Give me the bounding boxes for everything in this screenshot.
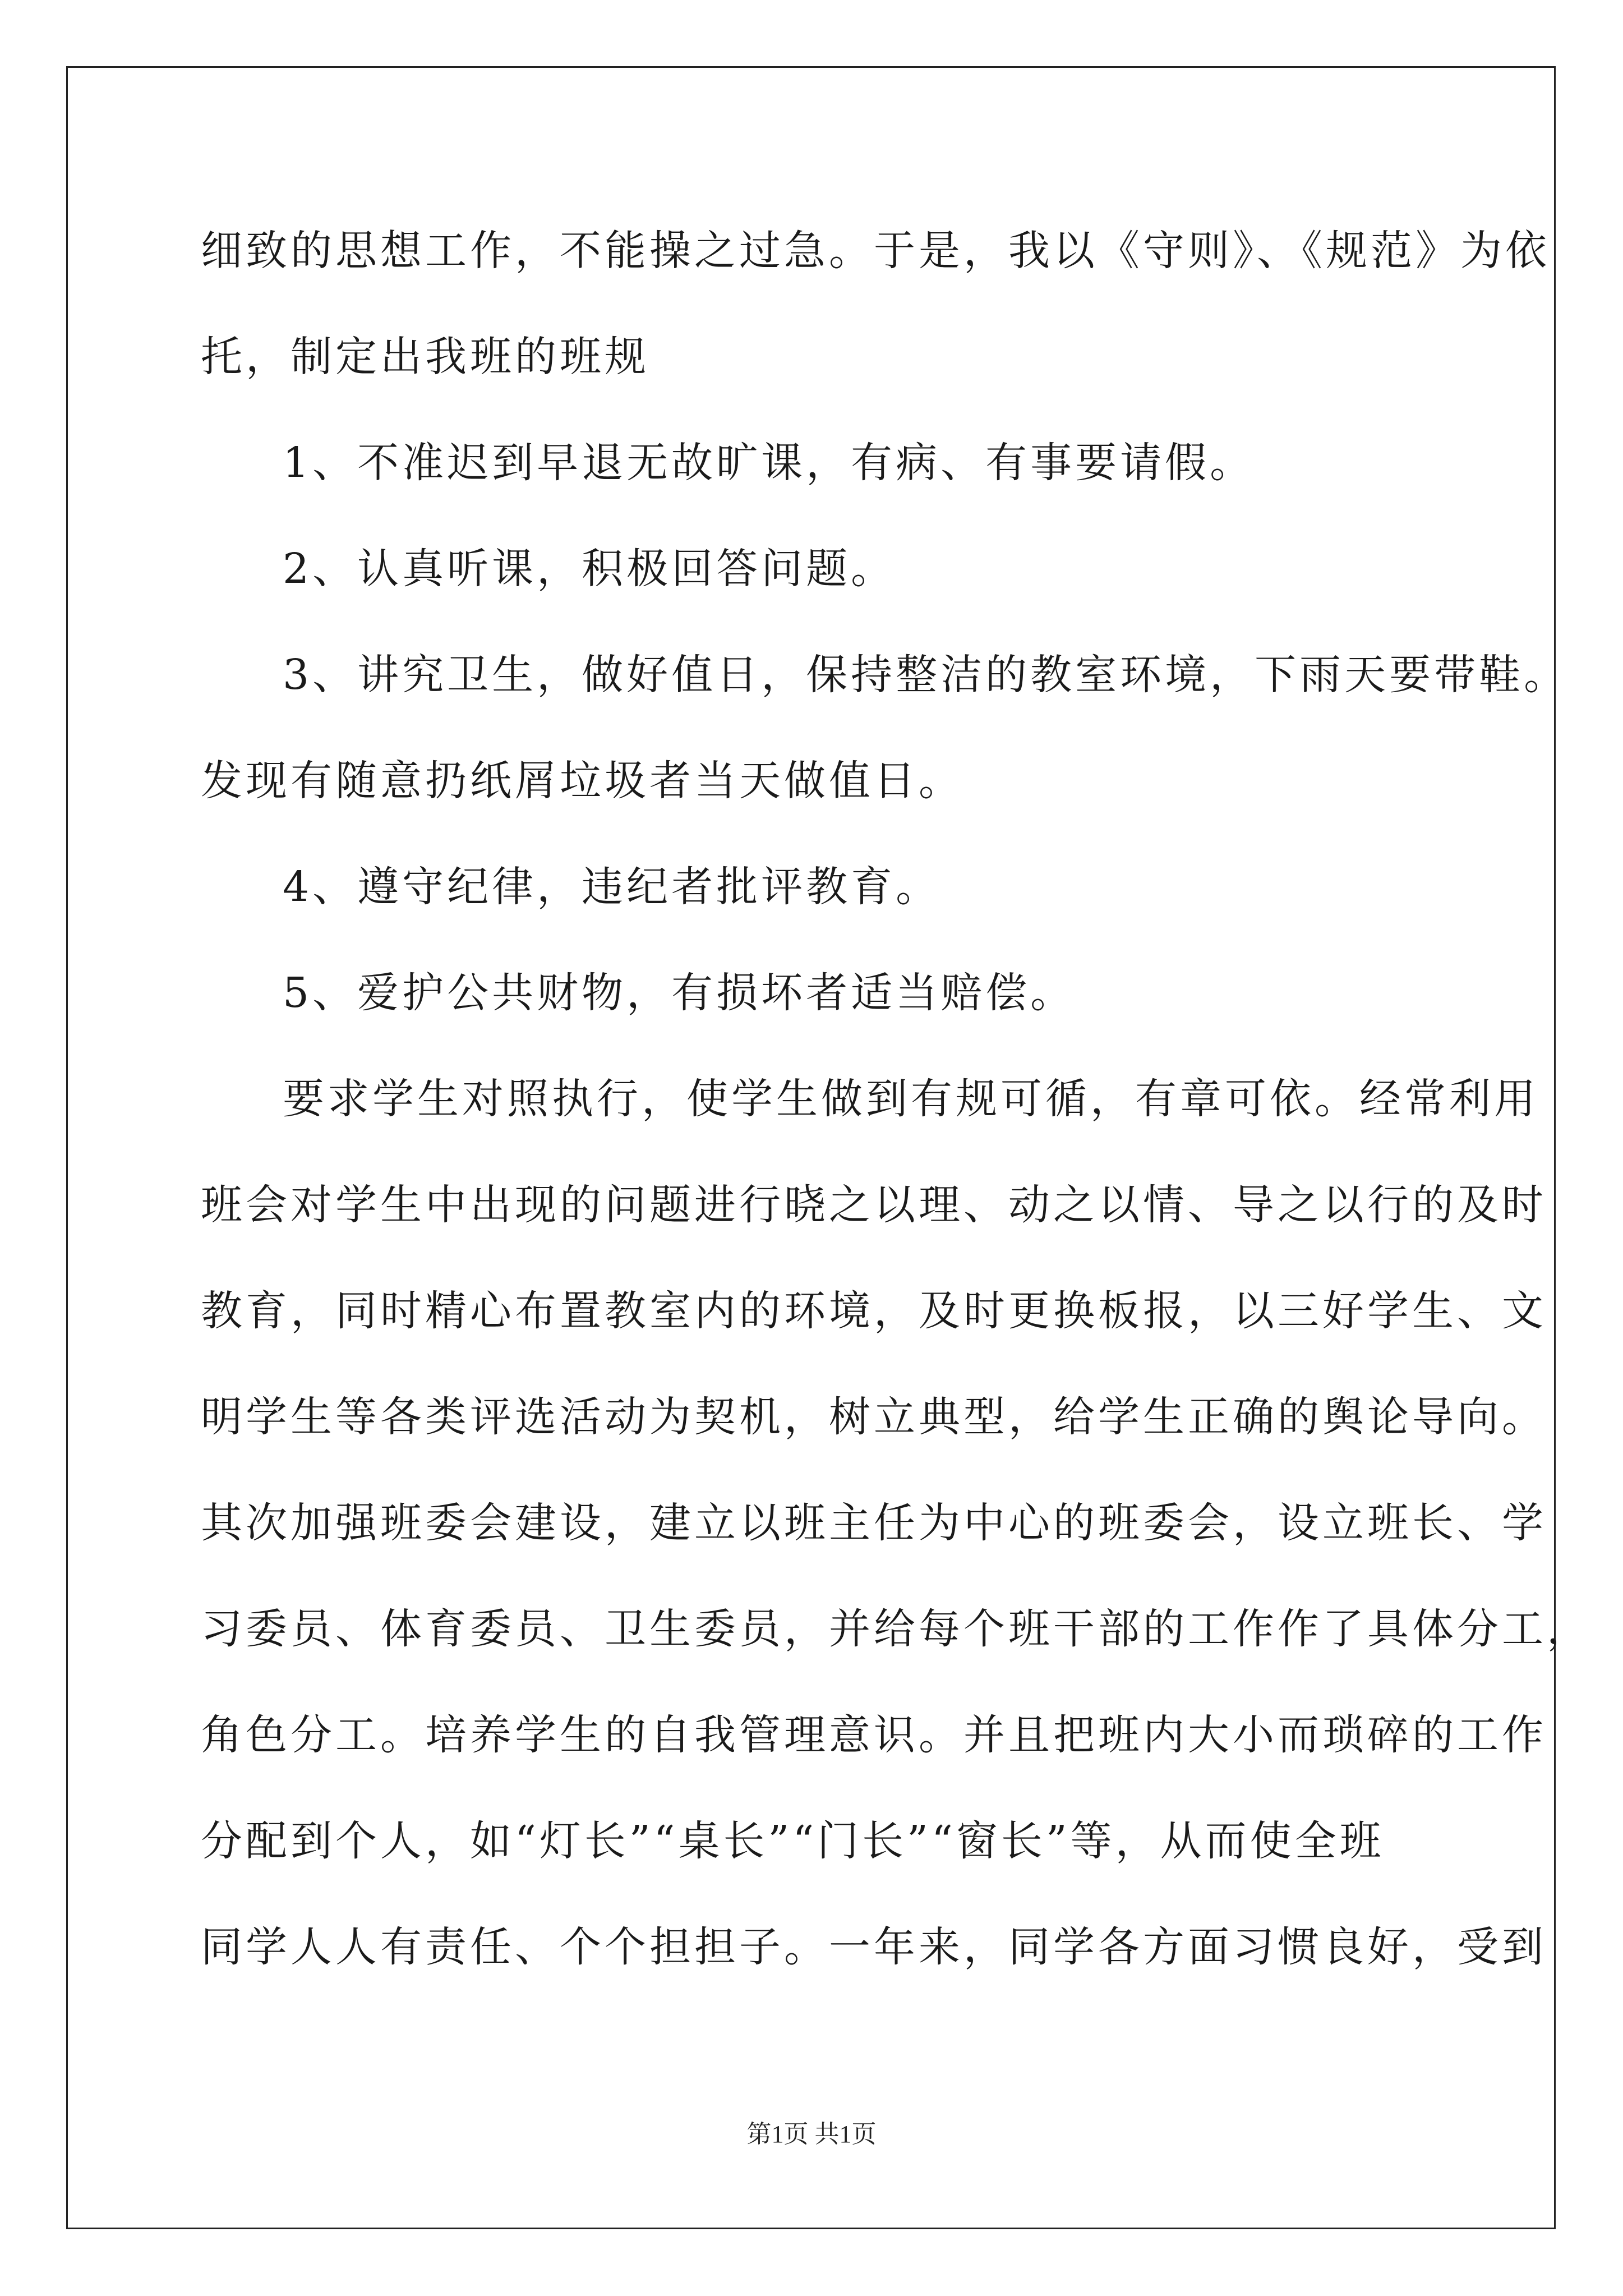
page-number: 第1页 共1页 xyxy=(746,2120,877,2148)
rule-item-3-continued: 发现有随意扔纸屑垃圾者当天做值日。 xyxy=(201,757,963,805)
paragraph-line-8: 分配到个人，如“灯长”“桌长”“门长”“窗长”等，从而使全班 xyxy=(201,1817,1385,1865)
paragraph-line-6: 习委员、体育委员、卫生委员，并给每个班干部的工作作了具体分工， xyxy=(201,1605,1592,1653)
paragraph-line-2: 班会对学生中出现的问题进行晓之以理、动之以情、导之以行的及时 xyxy=(201,1181,1547,1229)
rule-item-3: 3、讲究卫生，做好值日，保持整洁的教室环境，下雨天要带鞋。 xyxy=(283,651,1569,699)
rule-item-1: 1、不准迟到早退无故旷课，有病、有事要请假。 xyxy=(283,439,1255,487)
paragraph-line-9: 同学人人有责任、个个担担子。一年来，同学各方面习惯良好，受到 xyxy=(201,1923,1547,1971)
rule-item-4: 4、遵守纪律，违纪者批评教育。 xyxy=(283,863,941,911)
page-border xyxy=(66,66,1556,2229)
paragraph-line-1: 要求学生对照执行，使学生做到有规可循，有章可依。经常利用 xyxy=(283,1075,1539,1123)
text-line-2: 托，制定出我班的班规 xyxy=(201,333,649,381)
text-line-1: 细致的思想工作，不能操之过急。于是，我以《守则》、《规范》为依 xyxy=(201,227,1550,275)
paragraph-line-3: 教育，同时精心布置教室内的环境，及时更换板报，以三好学生、文 xyxy=(201,1287,1547,1335)
paragraph-line-7: 角色分工。培养学生的自我管理意识。并且把班内大小而琐碎的工作 xyxy=(201,1711,1547,1759)
paragraph-line-5: 其次加强班委会建设，建立以班主任为中心的班委会，设立班长、学 xyxy=(201,1499,1547,1547)
paragraph-line-4: 明学生等各类评选活动为契机，树立典型，给学生正确的舆论导向。 xyxy=(201,1393,1547,1441)
rule-item-5: 5、爱护公共财物，有损坏者适当赔偿。 xyxy=(283,969,1076,1017)
rule-item-2: 2、认真听课，积极回答问题。 xyxy=(283,545,896,593)
